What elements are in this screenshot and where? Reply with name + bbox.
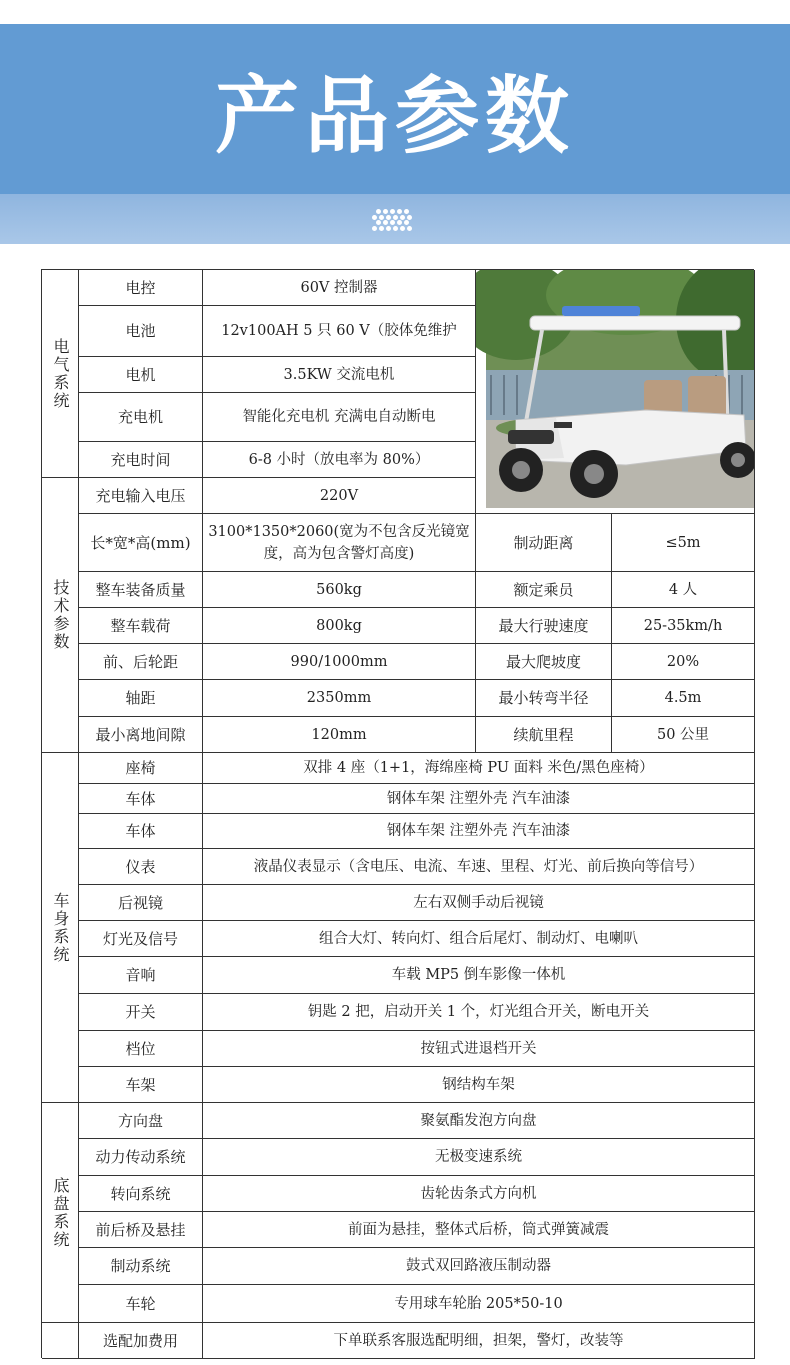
spec-value: 2350mm	[203, 680, 476, 717]
spec-value: 60V 控制器	[203, 270, 476, 306]
spec-value: 钢体车架 注塑外壳 汽车油漆	[203, 814, 755, 849]
dot	[376, 209, 381, 214]
dot	[400, 226, 405, 231]
dots-decoration-icon	[372, 209, 412, 231]
spec-label: 音响	[79, 957, 203, 994]
spec-label: 灯光及信号	[79, 921, 203, 957]
spec-label: 长*宽*高(mm)	[79, 514, 203, 572]
spec-label: 最小离地间隙	[79, 717, 203, 753]
spec-label: 方向盘	[79, 1103, 203, 1139]
spec-value: ≤5m	[612, 514, 755, 572]
spec-value: 下单联系客服选配明细，担架，警灯，改装等	[203, 1323, 755, 1359]
spec-label: 电控	[79, 270, 203, 306]
spec-label: 制动系统	[79, 1248, 203, 1285]
group-chassis: 底盘系统	[42, 1103, 79, 1323]
spec-value: 3100*1350*2060(宽为不包含反光镜宽度，高为包含警灯高度)	[203, 514, 476, 572]
spec-label: 前后桥及悬挂	[79, 1212, 203, 1248]
spec-label: 轴距	[79, 680, 203, 717]
spec-value: 专用球车轮胎 205*50-10	[203, 1285, 755, 1323]
spec-label: 档位	[79, 1031, 203, 1067]
spec-value: 25-35km/h	[612, 608, 755, 644]
spec-value: 钢结构车架	[203, 1067, 755, 1103]
dot	[393, 215, 398, 220]
spec-value: 按钮式进退档开关	[203, 1031, 755, 1067]
spec-value: 前面为悬挂，整体式后桥，筒式弹簧减震	[203, 1212, 755, 1248]
spec-value: 4 人	[612, 572, 755, 608]
dot	[376, 220, 381, 225]
spec-label: 车体	[79, 784, 203, 814]
dot	[379, 215, 384, 220]
spec-label: 车轮	[79, 1285, 203, 1323]
spec-value: 20%	[612, 644, 755, 680]
spec-value: 组合大灯、转向灯、组合后尾灯、制动灯、电喇叭	[203, 921, 755, 957]
spec-value: 聚氨酯发泡方向盘	[203, 1103, 755, 1139]
spec-label: 续航里程	[476, 717, 612, 753]
group-electrical: 电气系统	[42, 270, 79, 478]
spec-label: 车架	[79, 1067, 203, 1103]
spec-label: 动力传动系统	[79, 1139, 203, 1176]
spec-label: 开关	[79, 994, 203, 1031]
dot	[372, 226, 377, 231]
dot	[383, 220, 388, 225]
spec-value: 4.5m	[612, 680, 755, 717]
spec-label: 转向系统	[79, 1176, 203, 1212]
spec-value: 齿轮齿条式方向机	[203, 1176, 755, 1212]
group-body: 车身系统	[42, 753, 79, 1103]
dot	[397, 209, 402, 214]
dot	[386, 226, 391, 231]
spec-label: 电池	[79, 306, 203, 357]
spec-table	[41, 269, 754, 1358]
golf-cart-illustration-icon	[476, 270, 755, 514]
spec-value: 鼓式双回路液压制动器	[203, 1248, 755, 1285]
spec-value: 6-8 小时（放电率为 80%）	[203, 442, 476, 478]
spec-value: 智能化充电机 充满电自动断电	[203, 393, 476, 442]
spec-label: 最小转弯半径	[476, 680, 612, 717]
spec-label: 整车装备质量	[79, 572, 203, 608]
spec-value: 3.5KW 交流电机	[203, 357, 476, 393]
dot	[397, 220, 402, 225]
dot	[386, 215, 391, 220]
spec-label: 最大行驶速度	[476, 608, 612, 644]
dot	[390, 220, 395, 225]
spec-value: 12v100AH 5 只 60 V（胶体免维护	[203, 306, 476, 357]
spec-value: 50 公里	[612, 717, 755, 753]
dot	[404, 220, 409, 225]
spec-value: 车载 MP5 倒车影像一体机	[203, 957, 755, 994]
spec-label: 电机	[79, 357, 203, 393]
group-optional	[42, 1323, 79, 1359]
dot	[407, 226, 412, 231]
spec-label: 充电时间	[79, 442, 203, 478]
dot	[383, 209, 388, 214]
spec-value: 钥匙 2 把，启动开关 1 个，灯光组合开关，断电开关	[203, 994, 755, 1031]
spec-label: 前、后轮距	[79, 644, 203, 680]
spec-value: 无极变速系统	[203, 1139, 755, 1176]
spec-label: 车体	[79, 814, 203, 849]
spec-value: 双排 4 座（1+1，海绵座椅 PU 面料 米色/黑色座椅）	[203, 753, 755, 784]
spec-value: 120mm	[203, 717, 476, 753]
vehicle-photo	[476, 270, 755, 514]
header-banner	[0, 24, 790, 244]
spec-label: 充电输入电压	[79, 478, 203, 514]
dot	[393, 226, 398, 231]
group-technical: 技术参数	[42, 478, 79, 753]
spec-value: 220V	[203, 478, 476, 514]
spec-label: 制动距离	[476, 514, 612, 572]
spec-value: 800kg	[203, 608, 476, 644]
spec-label: 后视镜	[79, 885, 203, 921]
spec-label: 充电机	[79, 393, 203, 442]
spec-label: 仪表	[79, 849, 203, 885]
spec-label: 座椅	[79, 753, 203, 784]
dot	[390, 209, 395, 214]
page-title: 产品参数	[214, 67, 575, 165]
dot	[372, 215, 377, 220]
spec-value: 560kg	[203, 572, 476, 608]
spec-value: 990/1000mm	[203, 644, 476, 680]
dot	[404, 209, 409, 214]
dot	[400, 215, 405, 220]
spec-label: 最大爬坡度	[476, 644, 612, 680]
spec-label: 整车载荷	[79, 608, 203, 644]
dot	[379, 226, 384, 231]
spec-value: 液晶仪表显示（含电压、电流、车速、里程、灯光、前后换向等信号）	[203, 849, 755, 885]
dot	[407, 215, 412, 220]
spec-value: 钢体车架 注塑外壳 汽车油漆	[203, 784, 755, 814]
spec-label: 额定乘员	[476, 572, 612, 608]
spec-label: 选配加费用	[79, 1323, 203, 1359]
spec-value: 左右双侧手动后视镜	[203, 885, 755, 921]
